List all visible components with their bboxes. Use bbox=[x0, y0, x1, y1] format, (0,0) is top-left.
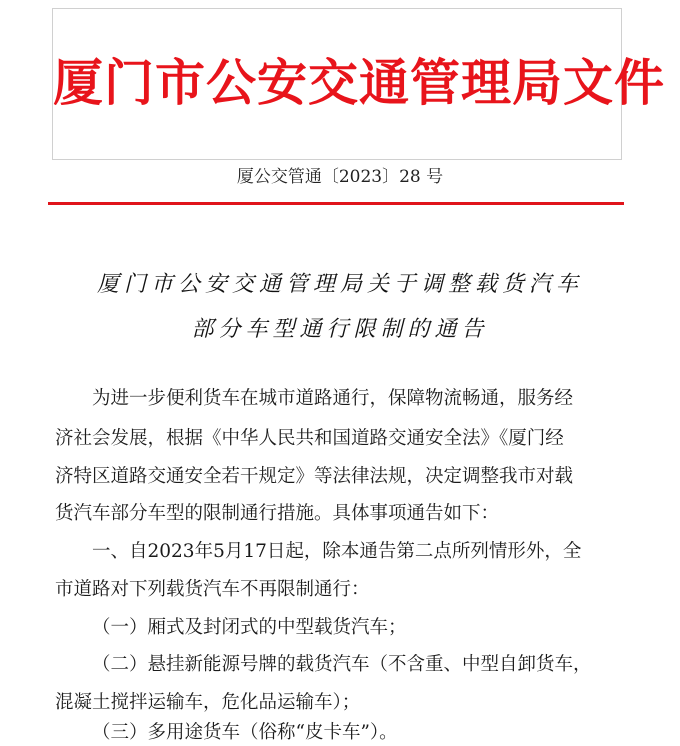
notice-title-line1: 厦门市公安交通管理局关于调整载货汽车 bbox=[96, 272, 583, 297]
document-number: 厦公交管通〔2023〕28 号 bbox=[236, 167, 444, 187]
body-line-2: 济社会发展，根据《中华人民共和国道路交通安全法》《厦门经 bbox=[55, 428, 564, 449]
notice-title-line2: 部分车型通行限制的通告 bbox=[191, 317, 489, 342]
document-title: 厦门市公安交通管理局文件 bbox=[53, 53, 665, 112]
body-line-10: （三）多用途货车（俗称“皮卡车”）。 bbox=[92, 722, 398, 743]
body-line-8: （二）悬挂新能源号牌的载货汽车（不含重、中型自卸货车， bbox=[92, 654, 592, 675]
body-line-9: 混凝土搅拌运输车，危化品运输车）； bbox=[55, 692, 361, 713]
body-line-7: （一）厢式及封闭式的中型载货汽车； bbox=[92, 617, 407, 638]
header-box bbox=[52, 8, 665, 160]
red-divider bbox=[48, 202, 624, 205]
body-line-4: 货汽车部分车型的限制通行措施。具体事项通告如下： bbox=[55, 503, 500, 524]
body-line-5: 一、自2023年5月17日起，除本通告第二点所列情形外，全 bbox=[92, 541, 582, 562]
body-line-6: 市道路对下列载货汽车不再限制通行： bbox=[55, 579, 370, 600]
body-line-1: 为进一步便利货车在城市道路通行，保障物流畅通，服务经 bbox=[92, 388, 574, 409]
body-line-3: 济特区道路交通安全若干规定》等法律法规，决定调整我市对载 bbox=[55, 466, 574, 487]
